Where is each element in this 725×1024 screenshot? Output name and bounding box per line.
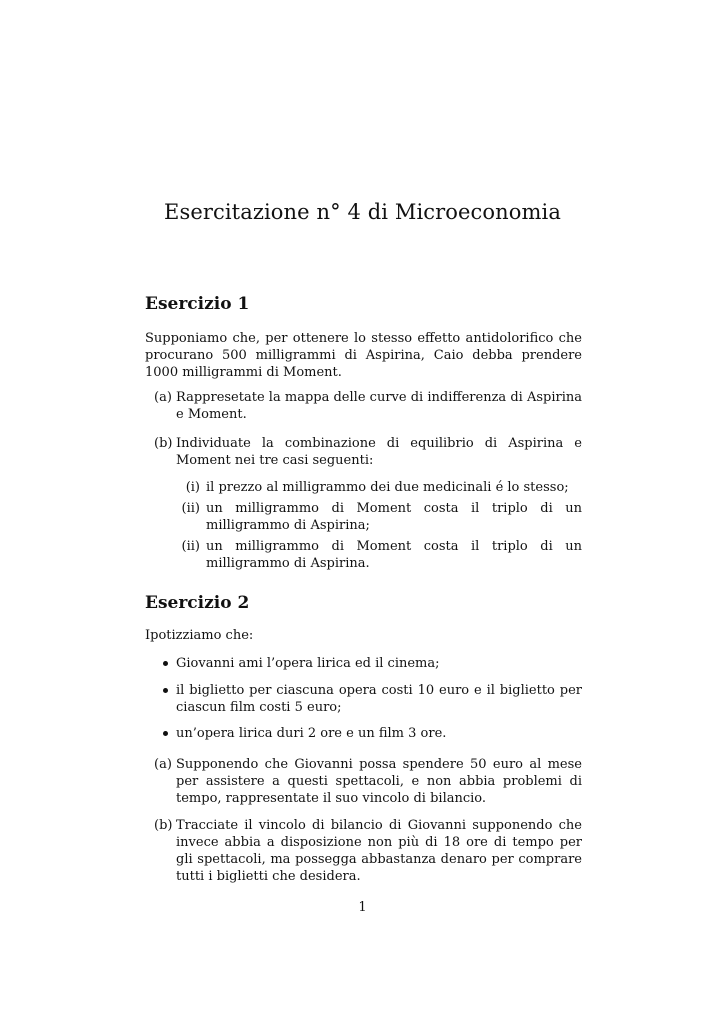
exercise-1-subitem-ii (145, 500, 582, 534)
bullet-text: un’opera lirica duri 2 ore e un film 3 ore. (176, 726, 447, 741)
item-label: (a) (154, 757, 172, 772)
exercise-2-bullet-3 (145, 725, 582, 742)
item-label: (b) (154, 436, 173, 451)
subitem-label: (i) (185, 480, 200, 495)
exercise-1-intro-block (145, 330, 582, 381)
exercise-2-heading-block (145, 593, 582, 613)
bullet-icon (163, 688, 168, 693)
bullet-text: Giovanni ami l’opera lirica ed il cinema; (176, 656, 440, 671)
subitem-label: (ii) (181, 501, 200, 516)
bullet-icon (163, 661, 168, 666)
exercise-1-item-b (145, 435, 582, 469)
bullet-text: il biglietto per ciascuna opera costi 10 euro e il biglietto per ciascun film costi 5 euro; (176, 683, 582, 715)
exercise-2-intro-block (145, 627, 582, 644)
exercise-1-heading-block (145, 294, 582, 314)
exercise-1-item-a (145, 389, 582, 423)
subitem-text: il prezzo al milligrammo dei due medicinali é lo stesso; (206, 480, 569, 495)
exercise-2-item-a (145, 756, 582, 807)
item-text: Rappresetate la mappa delle curve di indifferenza di Aspirina e Moment. (176, 390, 582, 422)
item-text: Tracciate il vincolo di bilancio di Giovanni supponendo che invece abbia a disposizione non più di 18 ore di tempo per gli spettacoli, ma possegga abbastanza denaro per comprare tutti i biglietti che desidera. (176, 818, 582, 884)
document-title: Esercitazione n° 4 di Microeconomia (164, 200, 561, 224)
exercise-1-heading: Esercizio 1 (145, 294, 250, 314)
bullet-icon (163, 731, 168, 736)
exercise-1-subitem-i (145, 479, 582, 496)
exercise-1-subitem-ii-second (145, 538, 582, 572)
page-number: 1 (358, 900, 367, 915)
exercise-2-item-b (145, 817, 582, 885)
exercise-2-bullet-1 (145, 655, 582, 672)
item-label: (b) (154, 818, 173, 833)
exercise-1-intro: Supponiamo che, per ottenere lo stesso effetto antidolorifico che procurano 500 milligrammi di Aspirina, Caio debba prendere 1000 milligrammi di Moment. (145, 331, 582, 380)
subitem-label: (ii) (181, 539, 200, 554)
exercise-2-heading: Esercizio 2 (145, 593, 250, 613)
item-label: (a) (154, 390, 172, 405)
subitem-text: un milligrammo di Moment costa il triplo di un milligrammo di Aspirina; (206, 501, 582, 533)
item-text: Supponendo che Giovanni possa spendere 50 euro al mese per assistere a questi spettacoli, e non abbia problemi di tempo, rappresentate il suo vincolo di bilancio. (176, 757, 582, 806)
subitem-text: un milligrammo di Moment costa il triplo di un milligrammo di Aspirina. (206, 539, 582, 571)
exercise-2-intro: Ipotizziamo che: (145, 628, 254, 643)
item-text: Individuate la combinazione di equilibrio di Aspirina e Moment nei tre casi seguenti: (176, 436, 582, 468)
exercise-2-bullet-2 (145, 682, 582, 716)
